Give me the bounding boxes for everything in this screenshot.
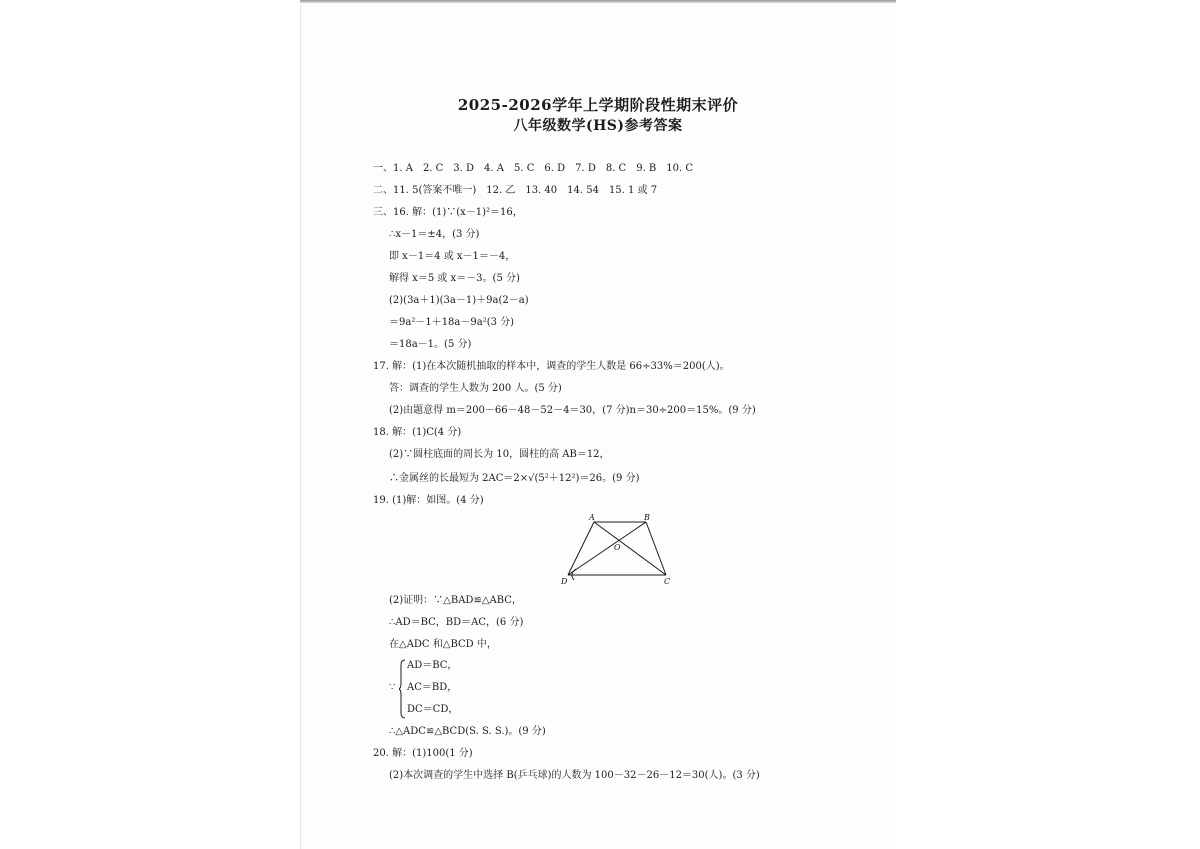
diagonal-ac xyxy=(594,522,666,575)
condition-3: DC＝CD， xyxy=(407,704,459,715)
label-o: O xyxy=(614,543,621,552)
because-symbol: ∵ xyxy=(389,682,396,693)
q20-line2: (2)本次调查的学生中选择 B(乒乓球)的人数为 100－32－26－12＝30(人)。(3 分) xyxy=(389,770,760,781)
diagonal-bd xyxy=(568,522,646,575)
q20-line1: 20. 解：(1)100(1 分) xyxy=(373,748,473,759)
trapezoid-figure xyxy=(556,512,678,588)
q19-line3: ∴AD＝BC，BD＝AC，(6 分) xyxy=(389,617,524,628)
q18-line2: (2)∵圆柱底面的周长为 10，圆柱的高 AB＝12， xyxy=(389,449,610,460)
q19-line4: 在△ADC 和△BCD 中， xyxy=(389,639,497,650)
condition-1: AD＝BC， xyxy=(407,660,458,671)
label-a: A xyxy=(589,513,595,522)
q18-line3: ∴金属丝的长最短为 2AC＝2×√(5²＋12²)＝26。(9 分) xyxy=(389,473,640,484)
q19-line1: 19. (1)解：如图。(4 分) xyxy=(373,495,484,506)
q16-line5: (2)(3a＋1)(3a－1)＋9a(2－a) xyxy=(389,295,529,306)
q17-line3: (2)由题意得 m＝200－66－48－52－4＝30，(7 分)n＝30÷200＝15%。(9 分) xyxy=(389,405,756,416)
left-brace xyxy=(399,659,406,719)
document-title: 2025-2026学年上学期阶段性期末评价 xyxy=(457,96,739,114)
q16-line1-text: 三、16. 解：(1)∵(x－1)²＝16， xyxy=(373,207,523,218)
q17-line2: 答：调查的学生人数为 200 人。(5 分) xyxy=(389,383,562,394)
q16-line3: 即 x－1＝4 或 x－1＝－4， xyxy=(389,251,516,262)
q16-line4: 解得 x＝5 或 x＝－3。(5 分) xyxy=(389,273,520,284)
segment-ad xyxy=(568,522,594,575)
q18-line1: 18. 解：(1)C(4 分) xyxy=(373,427,462,438)
condition-2: AC＝BD， xyxy=(407,682,458,693)
part2-answers: 二、11. 5(答案不唯一) 12. 乙 13. 40 14. 54 15. 1 或 7 xyxy=(373,185,658,196)
label-c: C xyxy=(664,577,671,586)
scan-top-edge xyxy=(300,0,896,3)
label-b: B xyxy=(644,513,650,522)
part1-answers: 一、1. A 2. C 3. D 4. A 5. C 6. D 7. D 8. C 9. B 10. C xyxy=(373,163,694,174)
q19-line5: ∴△ADC≌△BCD(S. S. S.)。(9 分) xyxy=(389,726,546,737)
document-subtitle: 八年级数学(HS)参考答案 xyxy=(513,118,683,134)
label-d: D xyxy=(561,577,568,586)
q16-line7: ＝18a－1。(5 分) xyxy=(389,339,472,350)
q16-line2: ∴x－1＝±4，(3 分) xyxy=(389,229,480,240)
q17-line1: 17. 解：(1)在本次随机抽取的样本中，调查的学生人数是 66÷33%＝200(人)。 xyxy=(373,361,730,372)
q16-line1 xyxy=(373,206,523,220)
q19-line2: (2)证明：∵△BAD≌△ABC， xyxy=(389,595,522,606)
q16-line6: ＝9a²－1＋18a－9a²(3 分) xyxy=(389,317,515,328)
